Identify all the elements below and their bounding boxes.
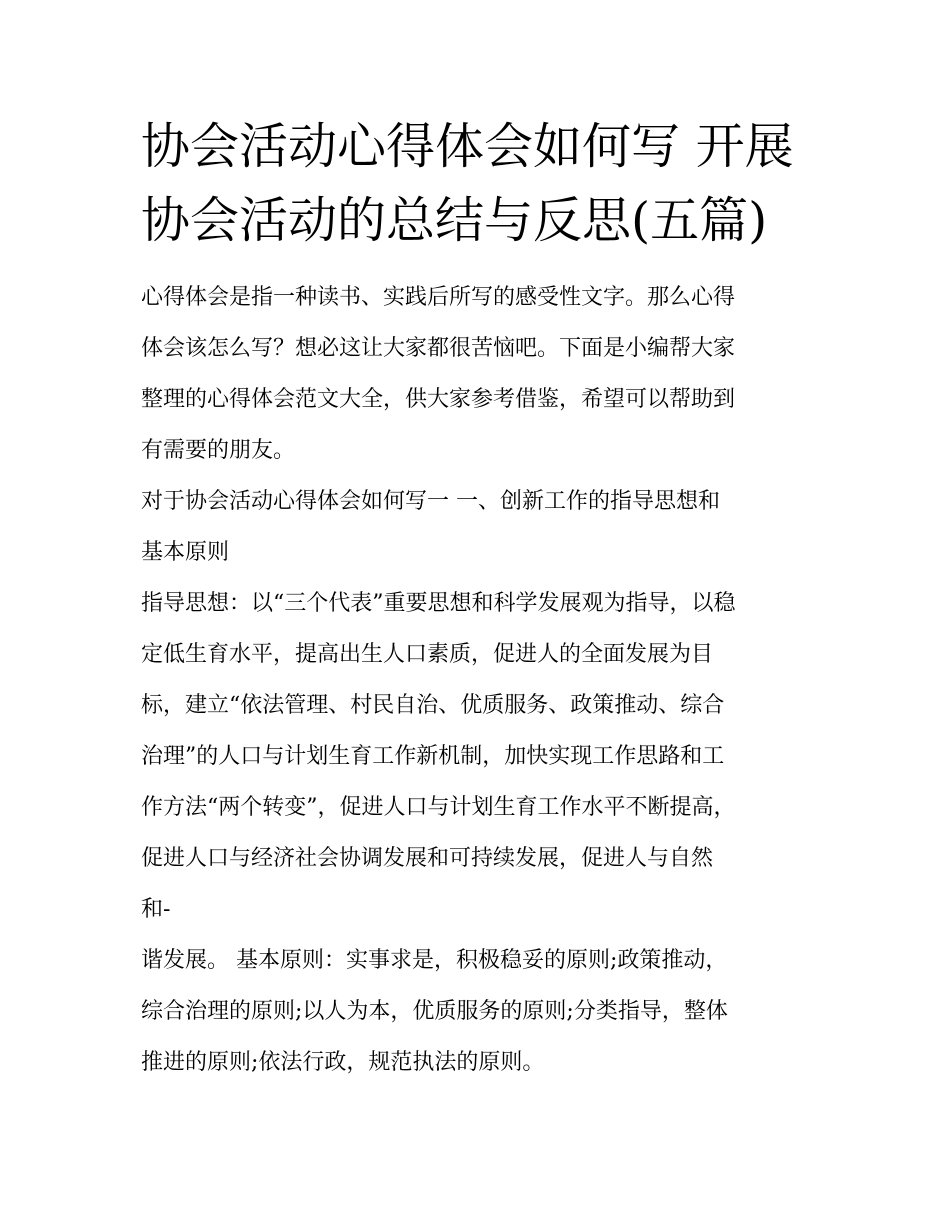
- body-line: 有需要的朋友。: [141, 438, 296, 463]
- body-line: 作方法“两个转变”，促进人口与计划生育工作水平不断提高，: [141, 795, 736, 820]
- document-body: [141, 272, 821, 1088]
- body-line: 谐发展。 基本原则：实事求是，积极稳妥的原则;政策推动，: [141, 948, 728, 973]
- body-line: 综合治理的原则;以人为本，优质服务的原则;分类指导，整体: [141, 999, 728, 1024]
- body-line: 促进人口与经济社会协调发展和可持续发展，促进人与自然: [141, 846, 714, 871]
- document-title: [141, 110, 821, 258]
- document-content: [141, 110, 821, 1088]
- body-line: 整理的心得体会范文大全，供大家参考借鉴，希望可以帮助到: [141, 387, 736, 412]
- body-line: 对于协会活动心得体会如何写一 一、创新工作的指导思想和: [141, 489, 720, 514]
- body-line: 定低生育水平，提高出生人口素质，促进人的全面发展为目: [141, 642, 714, 667]
- body-line: 推进的原则;依法行政，规范执法的原则。: [141, 1050, 545, 1075]
- body-line: 基本原则: [141, 540, 230, 565]
- body-line: 治理”的人口与计划生育工作新机制，加快实现工作思路和工: [141, 744, 725, 769]
- body-line: 体会该怎么写？想必这让大家都很苦恼吧。下面是小编帮大家: [141, 336, 736, 361]
- body-line: 和-: [141, 897, 171, 922]
- title-line: 协会活动的总结与反思(五篇): [141, 192, 768, 249]
- title-line: 协会活动心得体会如何写 开展: [141, 118, 794, 175]
- body-line: 标，建立“依法管理、村民自治、优质服务、政策推动、综合: [141, 693, 725, 718]
- body-line: 心得体会是指一种读书、实践后所写的感受性文字。那么心得: [141, 285, 736, 310]
- body-line: 指导思想：以“三个代表”重要思想和科学发展观为指导，以稳: [141, 591, 736, 616]
